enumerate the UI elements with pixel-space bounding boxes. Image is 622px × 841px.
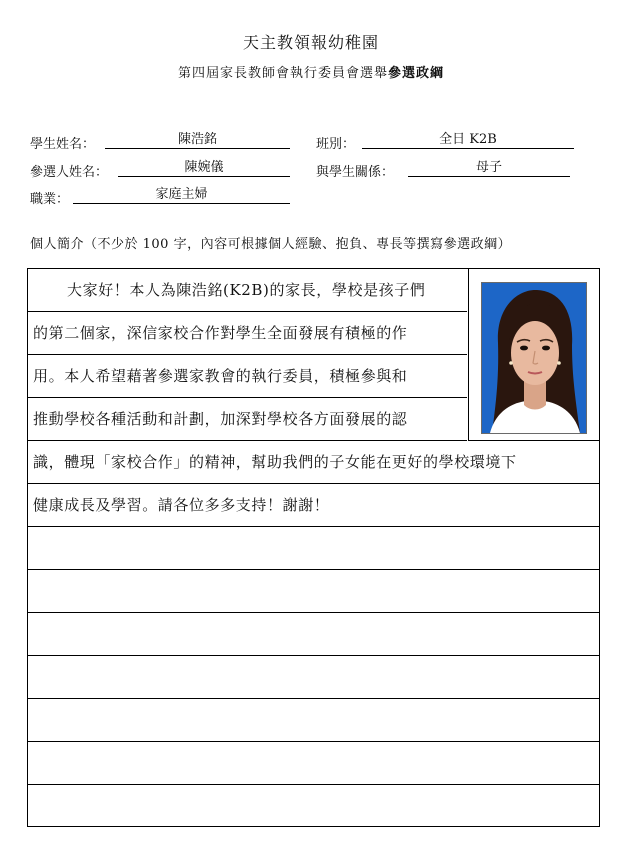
intro-line-9	[27, 613, 600, 656]
intro-instruction: 個人簡介（不少於 100 字，內容可根據個人經驗、抱負、專長等撰寫參選政綱）	[30, 237, 512, 252]
intro-line-3: 用。本人希望藉著參選家教會的執行委員，積極參與和	[27, 355, 467, 398]
candidate-name-label: 參選人姓名：	[30, 165, 109, 180]
intro-line-4: 推動學校各種活動和計劃，加深對學校各方面發展的認	[27, 398, 467, 441]
intro-line-13	[27, 785, 600, 826]
document-subtitle	[0, 62, 622, 81]
intro-line-6: 健康成長及學習。請各位多多支持！謝謝！	[27, 484, 600, 527]
intro-line-8	[27, 570, 600, 613]
student-name-field: 陳浩銘	[105, 131, 290, 149]
class-field: 全日 K2B	[362, 131, 574, 149]
student-name-label: 學生姓名：	[30, 137, 96, 152]
intro-line-5: 識，體現「家校合作」的精神，幫助我們的子女能在更好的學校環境下	[27, 441, 600, 484]
candidate-name-field: 陳婉儀	[118, 159, 290, 177]
candidate-photo	[481, 282, 587, 434]
portrait-illustration	[482, 283, 586, 433]
subtitle-main: 第四屆家長教師會執行委員會選舉	[177, 66, 388, 81]
class-label: 班別：	[316, 137, 356, 152]
intro-line-7	[27, 527, 600, 570]
left-eye	[520, 346, 528, 351]
relationship-label: 與學生關係：	[316, 165, 395, 180]
intro-line-11	[27, 699, 600, 742]
subtitle-emphasis: 參選政綱	[388, 66, 445, 81]
intro-line-10	[27, 656, 600, 699]
relationship-field: 母子	[408, 159, 570, 177]
school-name: 天主教領報幼稚園	[242, 33, 379, 52]
intro-line-1: 大家好！本人為陳浩銘(K2B)的家長，學校是孩子們	[27, 269, 467, 312]
right-eye	[542, 346, 550, 351]
left-earring	[509, 361, 513, 365]
right-earring	[557, 361, 561, 365]
occupation-field: 家庭主婦	[73, 186, 290, 204]
intro-line-12	[27, 742, 600, 785]
occupation-label: 職業：	[30, 192, 70, 207]
intro-line-2: 的第二個家，深信家校合作對學生全面發展有積極的作	[27, 312, 467, 355]
